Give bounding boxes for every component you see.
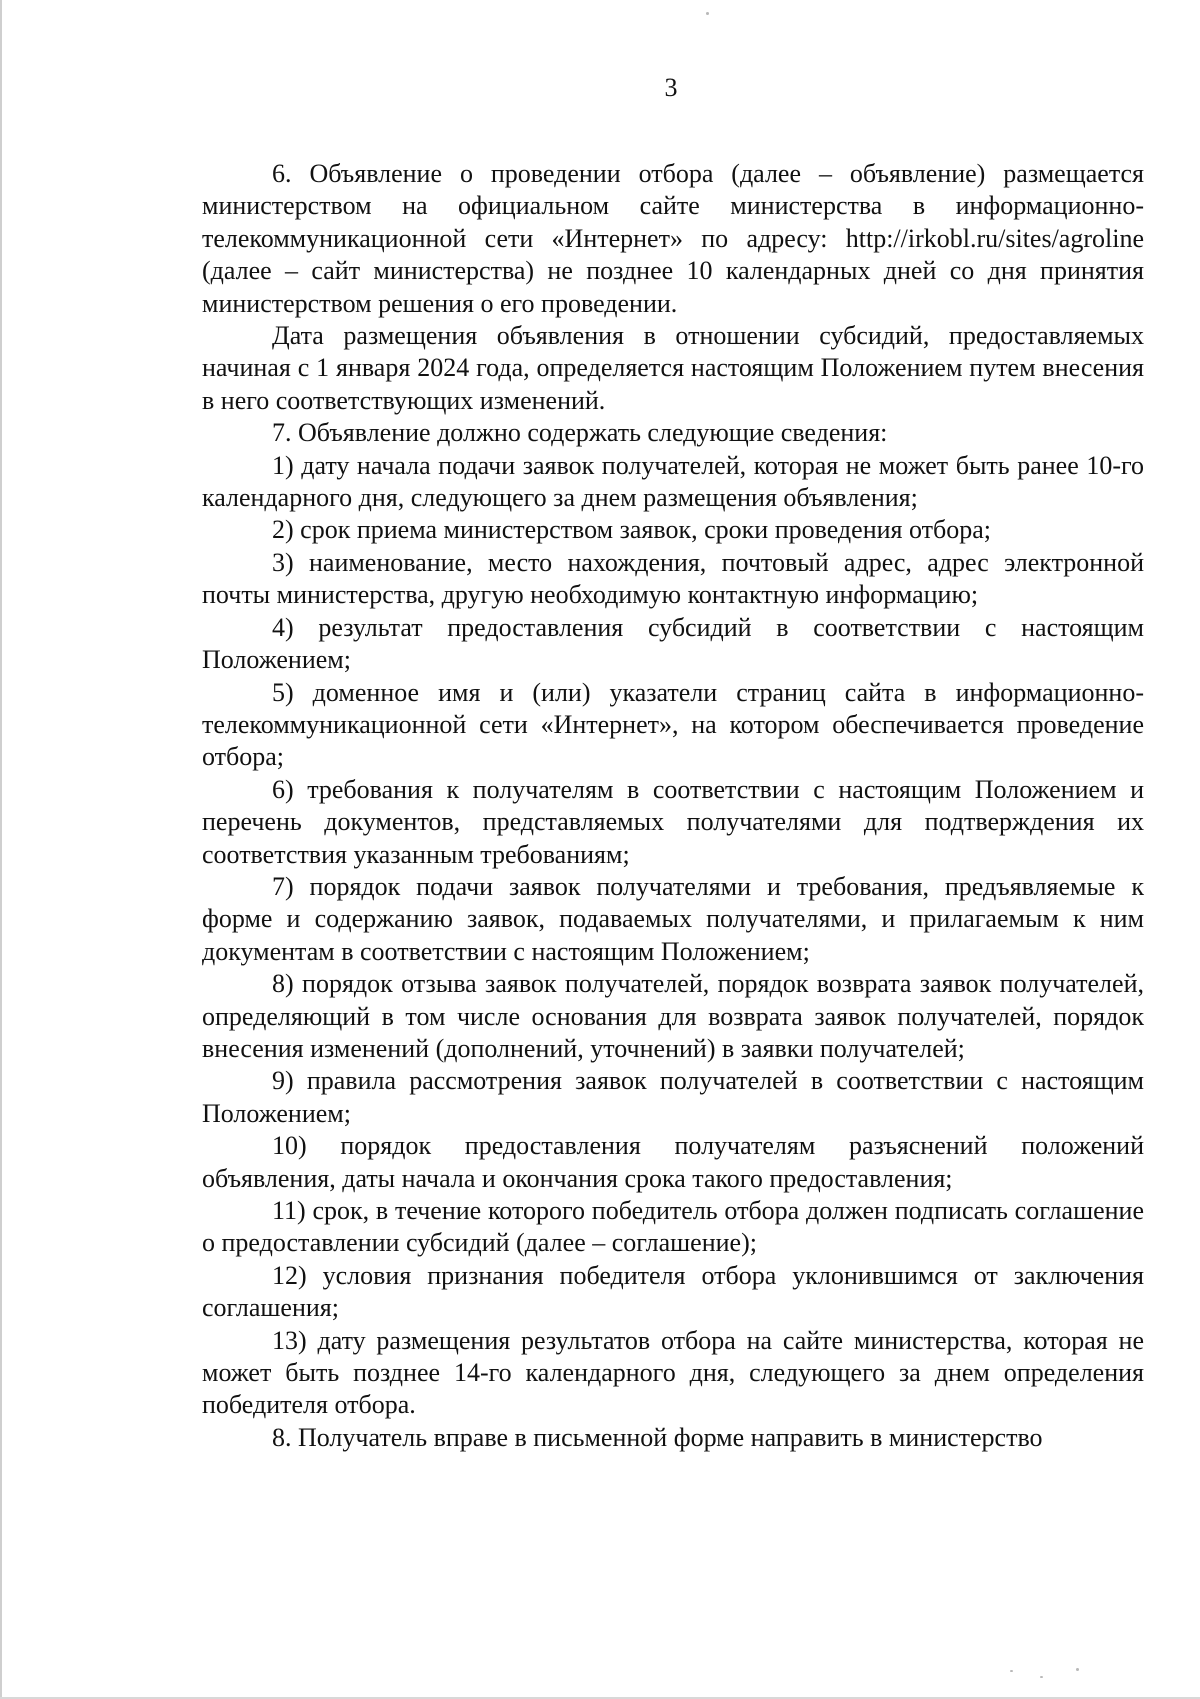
paragraph-item-6: 6. Объявление о проведении отбора (далее – объявление) размещается министерством на официальном сайте министерства в информационно-телекоммуникационной сети «Интернет» по адресу: http://irkobl.ru/sites/agroline (далее – сайт министерства) не позднее 10 календарных дней со дня принятия министерством решения о его проведении. [202,159,1144,318]
paragraph-item-7: 7. Объявление должно содержать следующие сведения: [272,418,888,448]
list-item-5: 5) доменное имя и (или) указатели страниц сайта в информационно-телекоммуникационной сети «Интернет», на котором обеспечивается проведение отбора; [202,677,1144,772]
scan-speck [1010,1670,1013,1672]
list-item-6: 6) требования к получателям в соответствии с настоящим Положением и перечень документов, представляемых получателями для подтверждения их соответствия указанным требованиям; [202,774,1144,869]
list-item-7: 7) порядок подачи заявок получателями и требования, предъявляемые к форме и содержанию заявок, подаваемых получателями, и прилагаемым к ним документам в соответствии с настоящим Положением; [202,871,1144,966]
list-item-3: 3) наименование, место нахождения, почтовый адрес, адрес электронной почты министерства, другую необходимую контактную информацию; [202,547,1144,610]
list-item-11: 11) срок, в течение которого победитель отбора должен подписать соглашение о предоставлении субсидий (далее – соглашение); [202,1196,1144,1258]
scan-speck [1076,1668,1079,1671]
page-number: 3 [664,73,678,102]
list-item-8: 8) порядок отзыва заявок получателей, порядок возврата заявок получателей, определяющий в том числе основания для возврата заявок получателей, порядок внесения изменений (дополнений, уточнений) в заявки получателей; [202,969,1144,1063]
list-item-1: 1) дату начала подачи заявок получателей, которая не может быть ранее 10-го календарного дня, следующего за днем размещения объявления; [202,450,1144,513]
paragraph-announcement-date: Дата размещения объявления в отношении субсидий, предоставляемых начиная с 1 января 2024 года, определяется настоящим Положением путем внесения в него соответствующих изменений. [202,321,1144,415]
paragraph-item-8: 8. Получатель вправе в письменной форме направить в министерство [272,1422,1043,1452]
list-item-2: 2) срок приема министерством заявок, сроки проведения отбора; [272,515,991,545]
list-item-13: 13) дату размещения результатов отбора на сайте министерства, которая не может быть позднее 14-го календарного дня, следующего за днем определения победителя отбора. [202,1325,1144,1420]
scan-speck [1040,1676,1043,1678]
list-item-10: 10) порядок предоставления получателям разъяснений положений объявления, даты начала и окончания срока такого предоставления; [202,1131,1144,1193]
list-item-9: 9) правила рассмотрения заявок получателей в соответствии с настоящим Положением; [202,1066,1144,1128]
document-body [202,158,1144,1454]
scan-left-edge [0,0,2,1699]
list-item-4: 4) результат предоставления субсидий в соответствии с настоящим Положением; [202,612,1144,675]
scan-speck [706,12,709,15]
list-item-12: 12) условия признания победителя отбора уклонившимся от заключения соглашения; [202,1260,1144,1323]
